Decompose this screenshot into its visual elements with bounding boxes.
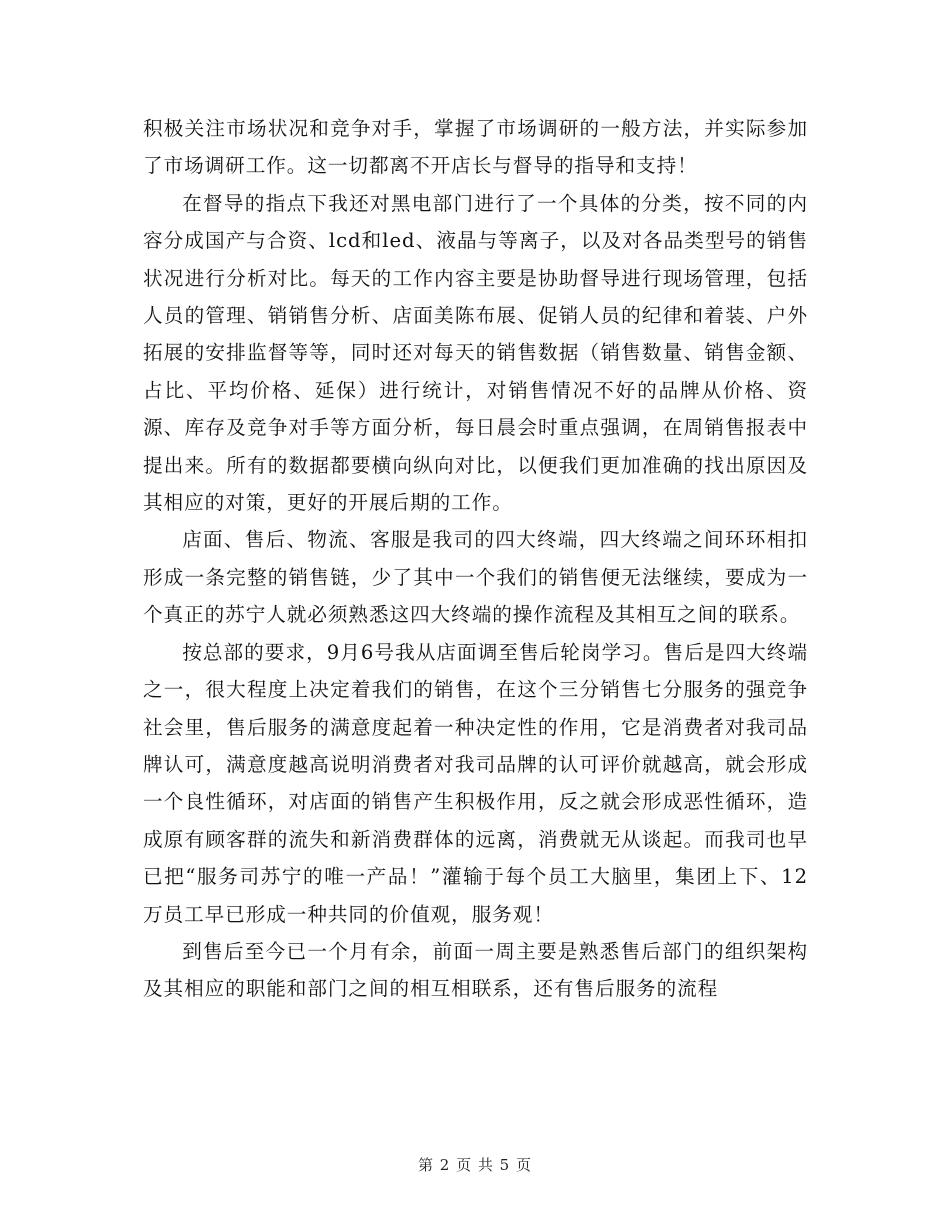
paragraph-after-sales-month: 到售后至今已一个月有余，前面一周主要是熟悉售后部门的组织架构及其相应的职能和部门之间的相互相联系，还有售后服务的流程 [143, 939, 808, 1001]
page-footer: 第 2 页 共 5 页 [418, 1156, 532, 1174]
body-text [143, 110, 808, 1008]
paragraph-category-analysis: 在督导的指点下我还对黑电部门进行了一个具体的分类，按不同的内容分成国产与合资、lcd和led、液晶与等离子，以及对各品类型号的销售状况进行分析对比。每天的工作内容主要是协助督导进行现场管理，包括人员的管理、销销售分析、店面美陈布展、促销人员的纪律和着装、户外拓展的安排监督等等，同时还对每天的销售数据（销售数量、销售金额、占比、平均价格、延保）进行统计，对销售情况不好的品牌从价格、资源、库存及竞争对手等方面分析，每日晨会时重点强调，在周销售报表中提出来。所有的数据都要横向纵向对比，以便我们更加准确的找出原因及其相应的对策，更好的开展后期的工作。 [143, 191, 808, 515]
paragraph-four-terminals: 店面、售后、物流、客服是我司的四大终端，四大终端之间环环相扣形成一条完整的销售链，少了其中一个我们的销售便无法继续，要成为一个真正的苏宁人就必须熟悉这四大终端的操作流程及其相互之间的联系。 [143, 528, 808, 627]
paragraph-after-sales-rotation: 按总部的要求，9月6号我从店面调至售后轮岗学习。售后是四大终端之一，很大程度上决定着我们的销售，在这个三分销售七分服务的强竞争社会里，售后服务的满意度起着一种决定性的作用，它是消费者对我司品牌认可，满意度越高说明消费者对我司品牌的认可评价就越高，就会形成一个良性循环，对店面的销售产生积极作用，反之就会形成恶性循环，造成原有顾客群的流失和新消费群体的远离，消费就无从谈起。而我司也早已把“服务司苏宁的唯一产品！”灌输于每个员工大脑里，集团上下、12万员工早已形成一种共同的价值观，服务观！ [143, 640, 808, 926]
paragraph-continuation: 积极关注市场状况和竞争对手，掌握了市场调研的一般方法，并实际参加了市场调研工作。这一切都离不开店长与督导的指导和支持！ [143, 117, 808, 178]
